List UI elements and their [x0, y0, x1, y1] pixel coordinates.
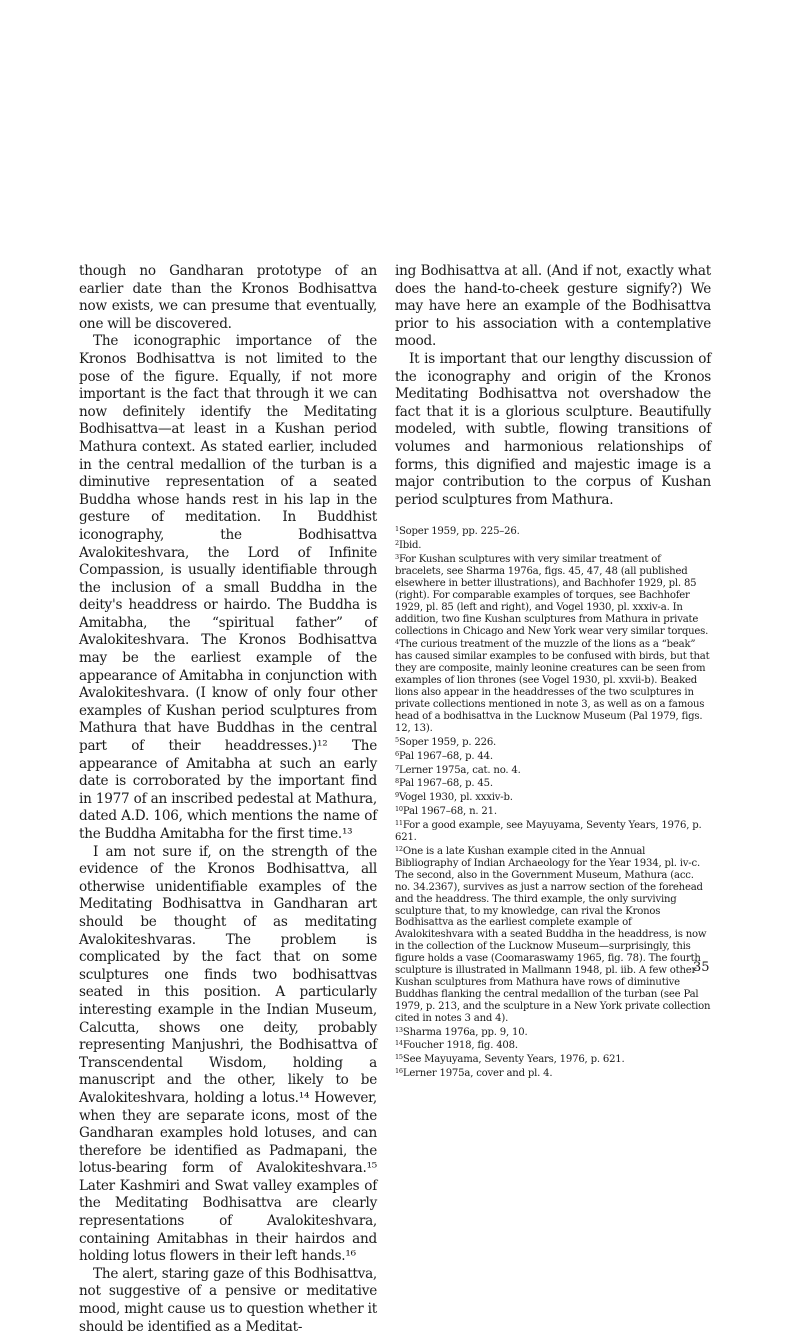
- footnote-text: Pal 1967–68, p. 45.: [398, 778, 493, 790]
- footnote-number: 16: [395, 1067, 403, 1076]
- footnote-text: Vogel 1930, pl. xxxiv-b.: [398, 792, 513, 804]
- footnote-number: 14: [395, 1039, 403, 1048]
- page-number: 35: [693, 960, 710, 975]
- footnote: [395, 763, 711, 777]
- footnote-text: Pal 1967–68, n. 21.: [402, 806, 497, 818]
- right-column: [395, 263, 711, 1080]
- footnote: [395, 749, 711, 763]
- footnote-text: Soper 1959, pp. 225–26.: [398, 526, 520, 538]
- footnote-text: Lerner 1975a, cat. no. 4.: [398, 764, 521, 776]
- footnote-text: Ibid.: [398, 540, 422, 552]
- footnote-number: 7: [395, 763, 399, 772]
- paragraph: The alert, staring gaze of this Bodhisattva, not suggestive of a pensive or meditative mood, might cause us to question whether it should be identified as a Meditat-: [79, 1265, 377, 1335]
- footnote: [395, 790, 711, 804]
- footnote: [395, 524, 711, 538]
- footnote-number: 10: [395, 805, 403, 814]
- footnote: [395, 804, 711, 818]
- footnote: [395, 552, 711, 637]
- footnotes: [395, 524, 711, 1080]
- paragraph: ing Bodhisattva at all. (And if not, exactly what does the hand-to-cheek gesture signify?) We may have here an example of the Bodhisattva prior to his association with a contemplative mood.: [395, 263, 711, 350]
- footnote-number: 5: [395, 735, 399, 744]
- footnote-number: 13: [395, 1025, 403, 1034]
- paragraph: I am not sure if, on the strength of the evidence of the Kronos Bodhisattva, all otherwise unidentifiable examples of the Meditating Bodhisattva in Gandharan art should be thought of as meditating Avalokiteshvaras. The problem is complicated by the fact that on some sculptures one finds two bodhisattvas seated in this position. A particularly interesting example in the Indian Museum, Calcutta, shows one deity, probably representing Manjushri, the Bodhisattva of Transcendental Wisdom, holding a manuscript and the other, likely to be Avalokiteshvara, holding a lotus.¹⁴ However, when they are separate icons, most of the Gandharan examples hold lotuses, and can therefore be identified as Padmapani, the lotus-bearing form of Avalokiteshvara.¹⁵ Later Kashmiri and Swat valley examples of the Meditating Bodhisattva are clearly representations of Avalokiteshvara, containing Amitabhas in their hairdos and holding lotus flowers in their left hands.¹⁶: [79, 843, 377, 1265]
- footnote-number: 12: [395, 844, 403, 853]
- footnote-text: The curious treatment of the muzzle of the lions as a “beak” has caused similar examples to be confused with birds, but that they are composite, mainly leonine creatures can be seen from examples of lion thrones (see Vogel 1930, pl. xxvii-b). Beaked lions also appear in the headdresses of the two sculptures in private collections mentioned in note 3, as well as on a famous head of a bodhisattva in the Lucknow Museum (Pal 1979, figs. 12, 13).: [395, 639, 710, 734]
- footnote: [395, 1052, 711, 1066]
- footnote: [395, 538, 711, 552]
- footnote-text: See Mayuyama, Seventy Years, 1976, p. 621.: [402, 1054, 625, 1066]
- footnote-number: 9: [395, 791, 399, 800]
- footnote: [395, 637, 711, 734]
- footnote-number: 11: [395, 819, 403, 828]
- footnote-number: 4: [395, 638, 399, 647]
- footnote-text: One is a late Kushan example cited in the Annual Bibliography of Indian Archaeology for the Year 1934, pl. iv-c. The second, also in the Government Museum, Mathura (acc. no. 34.2367), survives as just a narrow section of the forehead and the headdress. The third example, the only surviving sculpture that, to my knowledge, can rival the Kronos Bodhisattva as the earliest complete example of Avalokiteshvara with a seated Buddha in the headdress, is now in the collection of the Lucknow Museum—surprisingly, this figure holds a vase (Coomaraswamy 1965, fig. 78). The fourth sculpture is illustrated in Mallmann 1948, pl. iib. A few other Kushan sculptures from Mathura have rows of diminutive Buddhas flanking the central medallion of the turban (see Pal 1979, p. 213, and the sculpture in a New York private collection cited in notes 3 and 4).: [395, 845, 711, 1024]
- footnote-number: 2: [395, 539, 399, 548]
- footnote-number: 15: [395, 1053, 403, 1062]
- footnote-text: Sharma 1976a, pp. 9, 10.: [402, 1026, 528, 1038]
- footnote-number: 6: [395, 749, 399, 758]
- footnote-text: Lerner 1975a, cover and pl. 4.: [402, 1068, 553, 1080]
- footnote-number: 3: [395, 553, 399, 562]
- footnote: [395, 1038, 711, 1052]
- paragraph: The iconographic importance of the Kronos Bodhisattva is not limited to the pose of the figure. Equally, if not more important is the fact that through it we can now definitely identify the Meditating Bodhisattva—at least in a Kushan period Mathura context. As stated earlier, included in the central medallion of the turban is a diminutive representation of a seated Buddha whose hands rest in his lap in the gesture of meditation. In Buddhist iconography, the Bodhisattva Avalokiteshvara, the Lord of Infinite Compassion, is usually identifiable through the inclusion of a small Buddha in the deity's headdress or hairdo. The Buddha is Amitabha, the “spiritual father” of Avalokiteshvara. The Kronos Bodhisattva may be the earliest example of the appearance of Amitabha in conjunction with Avalokiteshvara. (I know of only four other examples of Kushan period sculptures from Mathura that have Buddhas in the central part of their headdresses.)¹² The appearance of Amitabha at such an early date is corroborated by the important find in 1977 of an inscribed pedestal at Mathura, dated A.D. 106, which mentions the name of the Buddha Amitabha for the first time.¹³: [79, 333, 377, 842]
- footnote-number: 8: [395, 777, 399, 786]
- footnote: [395, 776, 711, 790]
- paragraph: It is important that our lengthy discussion of the iconography and origin of the Kronos Meditating Bodhisattva not overshadow the fact that it is a glorious sculpture. Beautifully modeled, with subtle, flowing transitions of volumes and harmonious relationships of forms, this dignified and majestic image is a major contribution to the corpus of Kushan period sculptures from Mathura.: [395, 350, 711, 508]
- left-column: [79, 263, 377, 1336]
- footnote: [395, 818, 711, 844]
- footnote: [395, 1066, 711, 1080]
- footnote: [395, 1025, 711, 1039]
- paragraph: though no Gandharan prototype of an earlier date than the Kronos Bodhisattva now exists, we can presume that eventually, one will be discovered.: [79, 263, 377, 332]
- footnote-text: Foucher 1918, fig. 408.: [402, 1040, 518, 1052]
- footnote: [395, 844, 711, 1025]
- footnote-text: Pal 1967–68, p. 44.: [398, 750, 493, 762]
- footnote-text: For Kushan sculptures with very similar treatment of bracelets, see Sharma 1976a, figs. 45, 47, 48 (all published elsewhere in better illustrations), and Bachhofer 1929, pl. 85 (right). For comparable examples of torques, see Bachhofer 1929, pl. 85 (left and right), and Vogel 1930, pl. xxxiv-a. In addition, two fine Kushan sculptures from Mathura in private collections in Chicago and New York wear very similar torques.: [395, 554, 709, 637]
- footnote: [395, 735, 711, 749]
- footnote-number: 1: [395, 525, 399, 534]
- footnote-text: For a good example, see Mayuyama, Seventy Years, 1976, p. 621.: [395, 820, 702, 844]
- footnote-text: Soper 1959, p. 226.: [398, 736, 497, 748]
